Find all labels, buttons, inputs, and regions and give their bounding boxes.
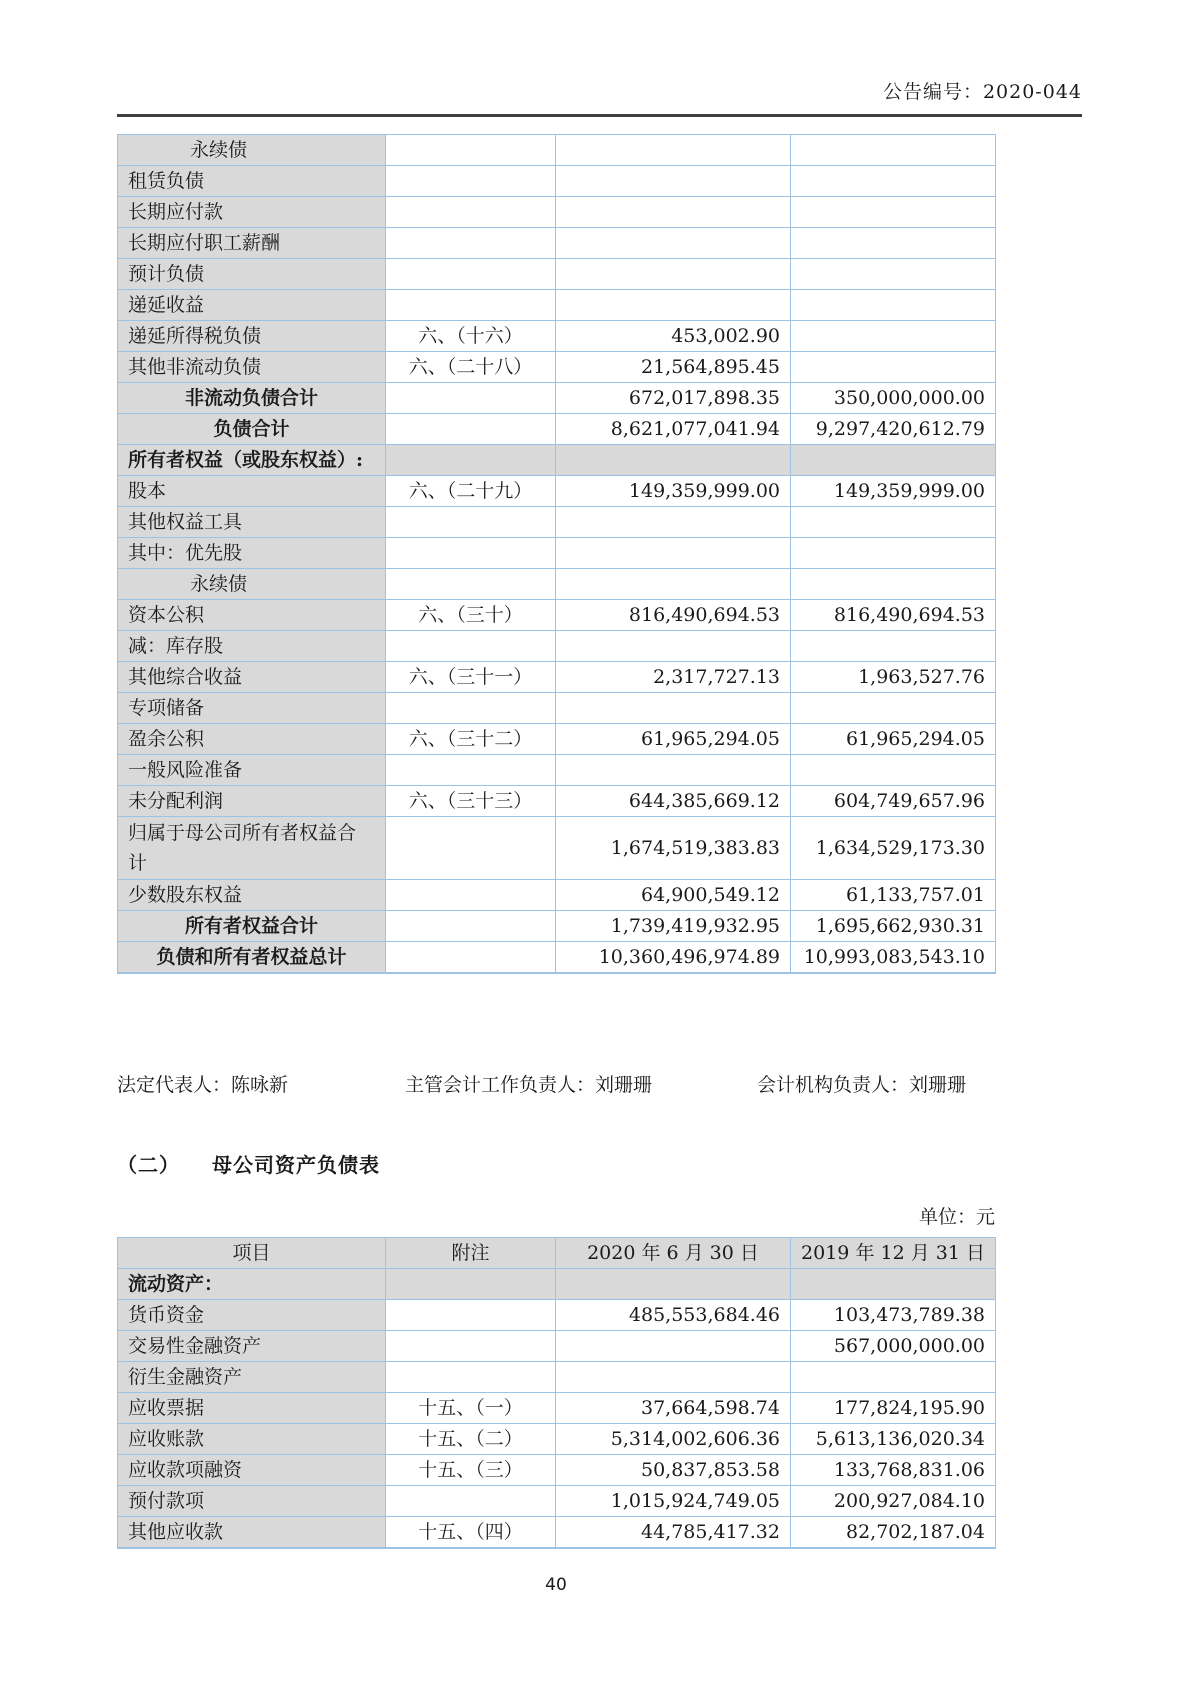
chief-accountant: 主管会计工作负责人：刘珊珊 — [405, 1074, 653, 1096]
value-current: 5,314,002,606.36 — [556, 1424, 791, 1455]
value-current: 1,739,419,932.95 — [556, 911, 791, 942]
note-ref — [386, 1269, 556, 1300]
doc-number: 公告编号：2020-044 — [882, 81, 1082, 103]
value-prior: 200,927,084.10 — [791, 1486, 996, 1517]
note-ref: 六、（三十二） — [386, 724, 556, 755]
item-label: 负债和所有者权益总计 — [118, 942, 386, 974]
note-ref: 六、（二十九） — [386, 476, 556, 507]
value-current: 453,002.90 — [556, 321, 791, 352]
value-current: 644,385,669.12 — [556, 786, 791, 817]
column-header: 2020 年 6 月 30 日 — [556, 1238, 791, 1269]
item-label: 盈余公积 — [118, 724, 386, 755]
item-label: 流动资产： — [118, 1269, 386, 1300]
value-prior — [791, 352, 996, 383]
item-label: 负债合计 — [118, 414, 386, 445]
parent-company-balance-sheet-table — [117, 1237, 996, 1549]
value-current: 1,015,924,749.05 — [556, 1486, 791, 1517]
note-ref — [386, 259, 556, 290]
column-header: 2019 年 12 月 31 日 — [791, 1238, 996, 1269]
table-row — [118, 507, 996, 538]
table-row — [118, 1424, 996, 1455]
value-current — [556, 228, 791, 259]
value-prior — [791, 197, 996, 228]
value-prior — [791, 693, 996, 724]
value-prior — [791, 1269, 996, 1300]
value-current: 485,553,684.46 — [556, 1300, 791, 1331]
column-header: 项目 — [118, 1238, 386, 1269]
note-ref — [386, 290, 556, 321]
value-prior: 1,963,527.76 — [791, 662, 996, 693]
table-row — [118, 383, 996, 414]
value-current: 672,017,898.35 — [556, 383, 791, 414]
note-ref — [386, 817, 556, 880]
table-row — [118, 1455, 996, 1486]
table-row — [118, 569, 996, 600]
consolidated-balance-sheet-continued-table — [117, 134, 996, 974]
value-prior: 1,634,529,173.30 — [791, 817, 996, 880]
note-ref: 六、（十六） — [386, 321, 556, 352]
table-row — [118, 911, 996, 942]
legal-representative: 法定代表人：陈咏新 — [117, 1074, 289, 1096]
note-ref — [386, 166, 556, 197]
note-ref — [386, 445, 556, 476]
column-header: 附注 — [386, 1238, 556, 1269]
table-row — [118, 1300, 996, 1331]
item-label: 应收款项融资 — [118, 1455, 386, 1486]
value-current: 61,965,294.05 — [556, 724, 791, 755]
value-current: 1,674,519,383.83 — [556, 817, 791, 880]
value-current: 10,360,496,974.89 — [556, 942, 791, 974]
value-current — [556, 507, 791, 538]
section-name: 母公司资产负债表 — [212, 1153, 380, 1177]
table-row — [118, 1486, 996, 1517]
table-row — [118, 942, 996, 974]
item-label: 永续债 — [118, 135, 386, 166]
table-row — [118, 662, 996, 693]
item-label: 少数股东权益 — [118, 880, 386, 911]
value-current: 64,900,549.12 — [556, 880, 791, 911]
value-prior — [791, 228, 996, 259]
value-prior — [791, 631, 996, 662]
table-row — [118, 1393, 996, 1424]
value-prior — [791, 755, 996, 786]
value-current: 21,564,895.45 — [556, 352, 791, 383]
note-ref — [386, 911, 556, 942]
table-row — [118, 1362, 996, 1393]
note-ref — [386, 197, 556, 228]
item-label: 递延所得税负债 — [118, 321, 386, 352]
value-prior: 816,490,694.53 — [791, 600, 996, 631]
item-label: 其他非流动负债 — [118, 352, 386, 383]
item-label: 租赁负债 — [118, 166, 386, 197]
value-prior: 10,993,083,543.10 — [791, 942, 996, 974]
note-ref — [386, 880, 556, 911]
table-row — [118, 1517, 996, 1549]
value-prior: 177,824,195.90 — [791, 1393, 996, 1424]
value-prior: 61,133,757.01 — [791, 880, 996, 911]
table-row — [118, 166, 996, 197]
table-row — [118, 414, 996, 445]
note-ref — [386, 1486, 556, 1517]
note-ref — [386, 755, 556, 786]
note-ref — [386, 1331, 556, 1362]
value-prior: 350,000,000.00 — [791, 383, 996, 414]
value-current: 2,317,727.13 — [556, 662, 791, 693]
value-prior — [791, 166, 996, 197]
note-ref — [386, 1300, 556, 1331]
value-prior: 567,000,000.00 — [791, 1331, 996, 1362]
item-label: 预计负债 — [118, 259, 386, 290]
item-label: 永续债 — [118, 569, 386, 600]
table-row — [118, 1331, 996, 1362]
item-label: 专项储备 — [118, 693, 386, 724]
table-row — [118, 228, 996, 259]
value-current: 8,621,077,041.94 — [556, 414, 791, 445]
note-ref: 六、（三十） — [386, 600, 556, 631]
item-label: 其他综合收益 — [118, 662, 386, 693]
note-ref — [386, 631, 556, 662]
item-label: 交易性金融资产 — [118, 1331, 386, 1362]
table-row — [118, 197, 996, 228]
item-label: 减：库存股 — [118, 631, 386, 662]
value-current — [556, 1269, 791, 1300]
table-row — [118, 445, 996, 476]
item-label: 资本公积 — [118, 600, 386, 631]
item-label: 所有者权益（或股东权益）: — [118, 445, 386, 476]
value-current — [556, 166, 791, 197]
item-label: 递延收益 — [118, 290, 386, 321]
value-prior: 9,297,420,612.79 — [791, 414, 996, 445]
value-prior — [791, 290, 996, 321]
value-prior: 1,695,662,930.31 — [791, 911, 996, 942]
value-current — [556, 1362, 791, 1393]
table-row — [118, 817, 996, 880]
value-prior — [791, 507, 996, 538]
value-prior: 103,473,789.38 — [791, 1300, 996, 1331]
value-prior: 133,768,831.06 — [791, 1455, 996, 1486]
table-row — [118, 352, 996, 383]
note-ref: 六、（三十三） — [386, 786, 556, 817]
value-prior: 61,965,294.05 — [791, 724, 996, 755]
note-ref: 十五、（三） — [386, 1455, 556, 1486]
note-ref — [386, 383, 556, 414]
table-row — [118, 259, 996, 290]
value-prior — [791, 259, 996, 290]
item-label: 长期应付款 — [118, 197, 386, 228]
value-prior — [791, 135, 996, 166]
item-label: 应收票据 — [118, 1393, 386, 1424]
item-label: 衍生金融资产 — [118, 1362, 386, 1393]
value-prior: 604,749,657.96 — [791, 786, 996, 817]
value-prior: 82,702,187.04 — [791, 1517, 996, 1549]
item-label: 其中：优先股 — [118, 538, 386, 569]
item-label: 股本 — [118, 476, 386, 507]
note-ref — [386, 414, 556, 445]
value-current — [556, 290, 791, 321]
value-current: 816,490,694.53 — [556, 600, 791, 631]
table-header-row — [118, 1238, 996, 1269]
table-row — [118, 600, 996, 631]
table-row — [118, 1269, 996, 1300]
value-prior — [791, 321, 996, 352]
note-ref — [386, 693, 556, 724]
item-label: 其他权益工具 — [118, 507, 386, 538]
note-ref — [386, 942, 556, 974]
value-current — [556, 1331, 791, 1362]
table-row — [118, 755, 996, 786]
value-current — [556, 135, 791, 166]
value-current: 50,837,853.58 — [556, 1455, 791, 1486]
value-prior — [791, 538, 996, 569]
table-row — [118, 135, 996, 166]
table-row — [118, 321, 996, 352]
table-row — [118, 290, 996, 321]
item-label: 货币资金 — [118, 1300, 386, 1331]
value-prior — [791, 569, 996, 600]
item-label: 归属于母公司所有者权益合计 — [118, 817, 386, 880]
value-prior — [791, 445, 996, 476]
item-label: 长期应付职工薪酬 — [118, 228, 386, 259]
unit-label: 单位：元 — [918, 1206, 995, 1228]
value-current — [556, 755, 791, 786]
value-current — [556, 445, 791, 476]
table-row — [118, 786, 996, 817]
note-ref — [386, 538, 556, 569]
value-prior: 149,359,999.00 — [791, 476, 996, 507]
value-current: 149,359,999.00 — [556, 476, 791, 507]
page-number: 40 — [545, 1575, 567, 1595]
value-current — [556, 538, 791, 569]
item-label: 未分配利润 — [118, 786, 386, 817]
note-ref — [386, 228, 556, 259]
value-current: 44,785,417.32 — [556, 1517, 791, 1549]
section-title — [117, 1149, 1082, 1178]
table-row — [118, 476, 996, 507]
table-row — [118, 631, 996, 662]
header-rule — [117, 114, 1082, 117]
table-row — [118, 880, 996, 911]
table-row — [118, 724, 996, 755]
item-label: 非流动负债合计 — [118, 383, 386, 414]
note-ref — [386, 507, 556, 538]
value-current — [556, 631, 791, 662]
item-label: 其他应收款 — [118, 1517, 386, 1549]
note-ref — [386, 1362, 556, 1393]
note-ref: 六、（三十一） — [386, 662, 556, 693]
signature-line — [117, 1070, 1082, 1097]
value-current — [556, 693, 791, 724]
table-row — [118, 538, 996, 569]
note-ref: 十五、（二） — [386, 1424, 556, 1455]
value-current — [556, 569, 791, 600]
table-row — [118, 693, 996, 724]
value-current: 37,664,598.74 — [556, 1393, 791, 1424]
accounting-department-head: 会计机构负责人：刘珊珊 — [757, 1074, 967, 1096]
note-ref: 六、（二十八） — [386, 352, 556, 383]
value-prior: 5,613,136,020.34 — [791, 1424, 996, 1455]
value-current — [556, 259, 791, 290]
note-ref — [386, 569, 556, 600]
note-ref: 十五、（一） — [386, 1393, 556, 1424]
section-number: （二） — [117, 1153, 180, 1177]
value-current — [556, 197, 791, 228]
value-prior — [791, 1362, 996, 1393]
note-ref: 十五、（四） — [386, 1517, 556, 1549]
note-ref — [386, 135, 556, 166]
item-label: 预付款项 — [118, 1486, 386, 1517]
item-label: 一般风险准备 — [118, 755, 386, 786]
item-label: 所有者权益合计 — [118, 911, 386, 942]
item-label: 应收账款 — [118, 1424, 386, 1455]
